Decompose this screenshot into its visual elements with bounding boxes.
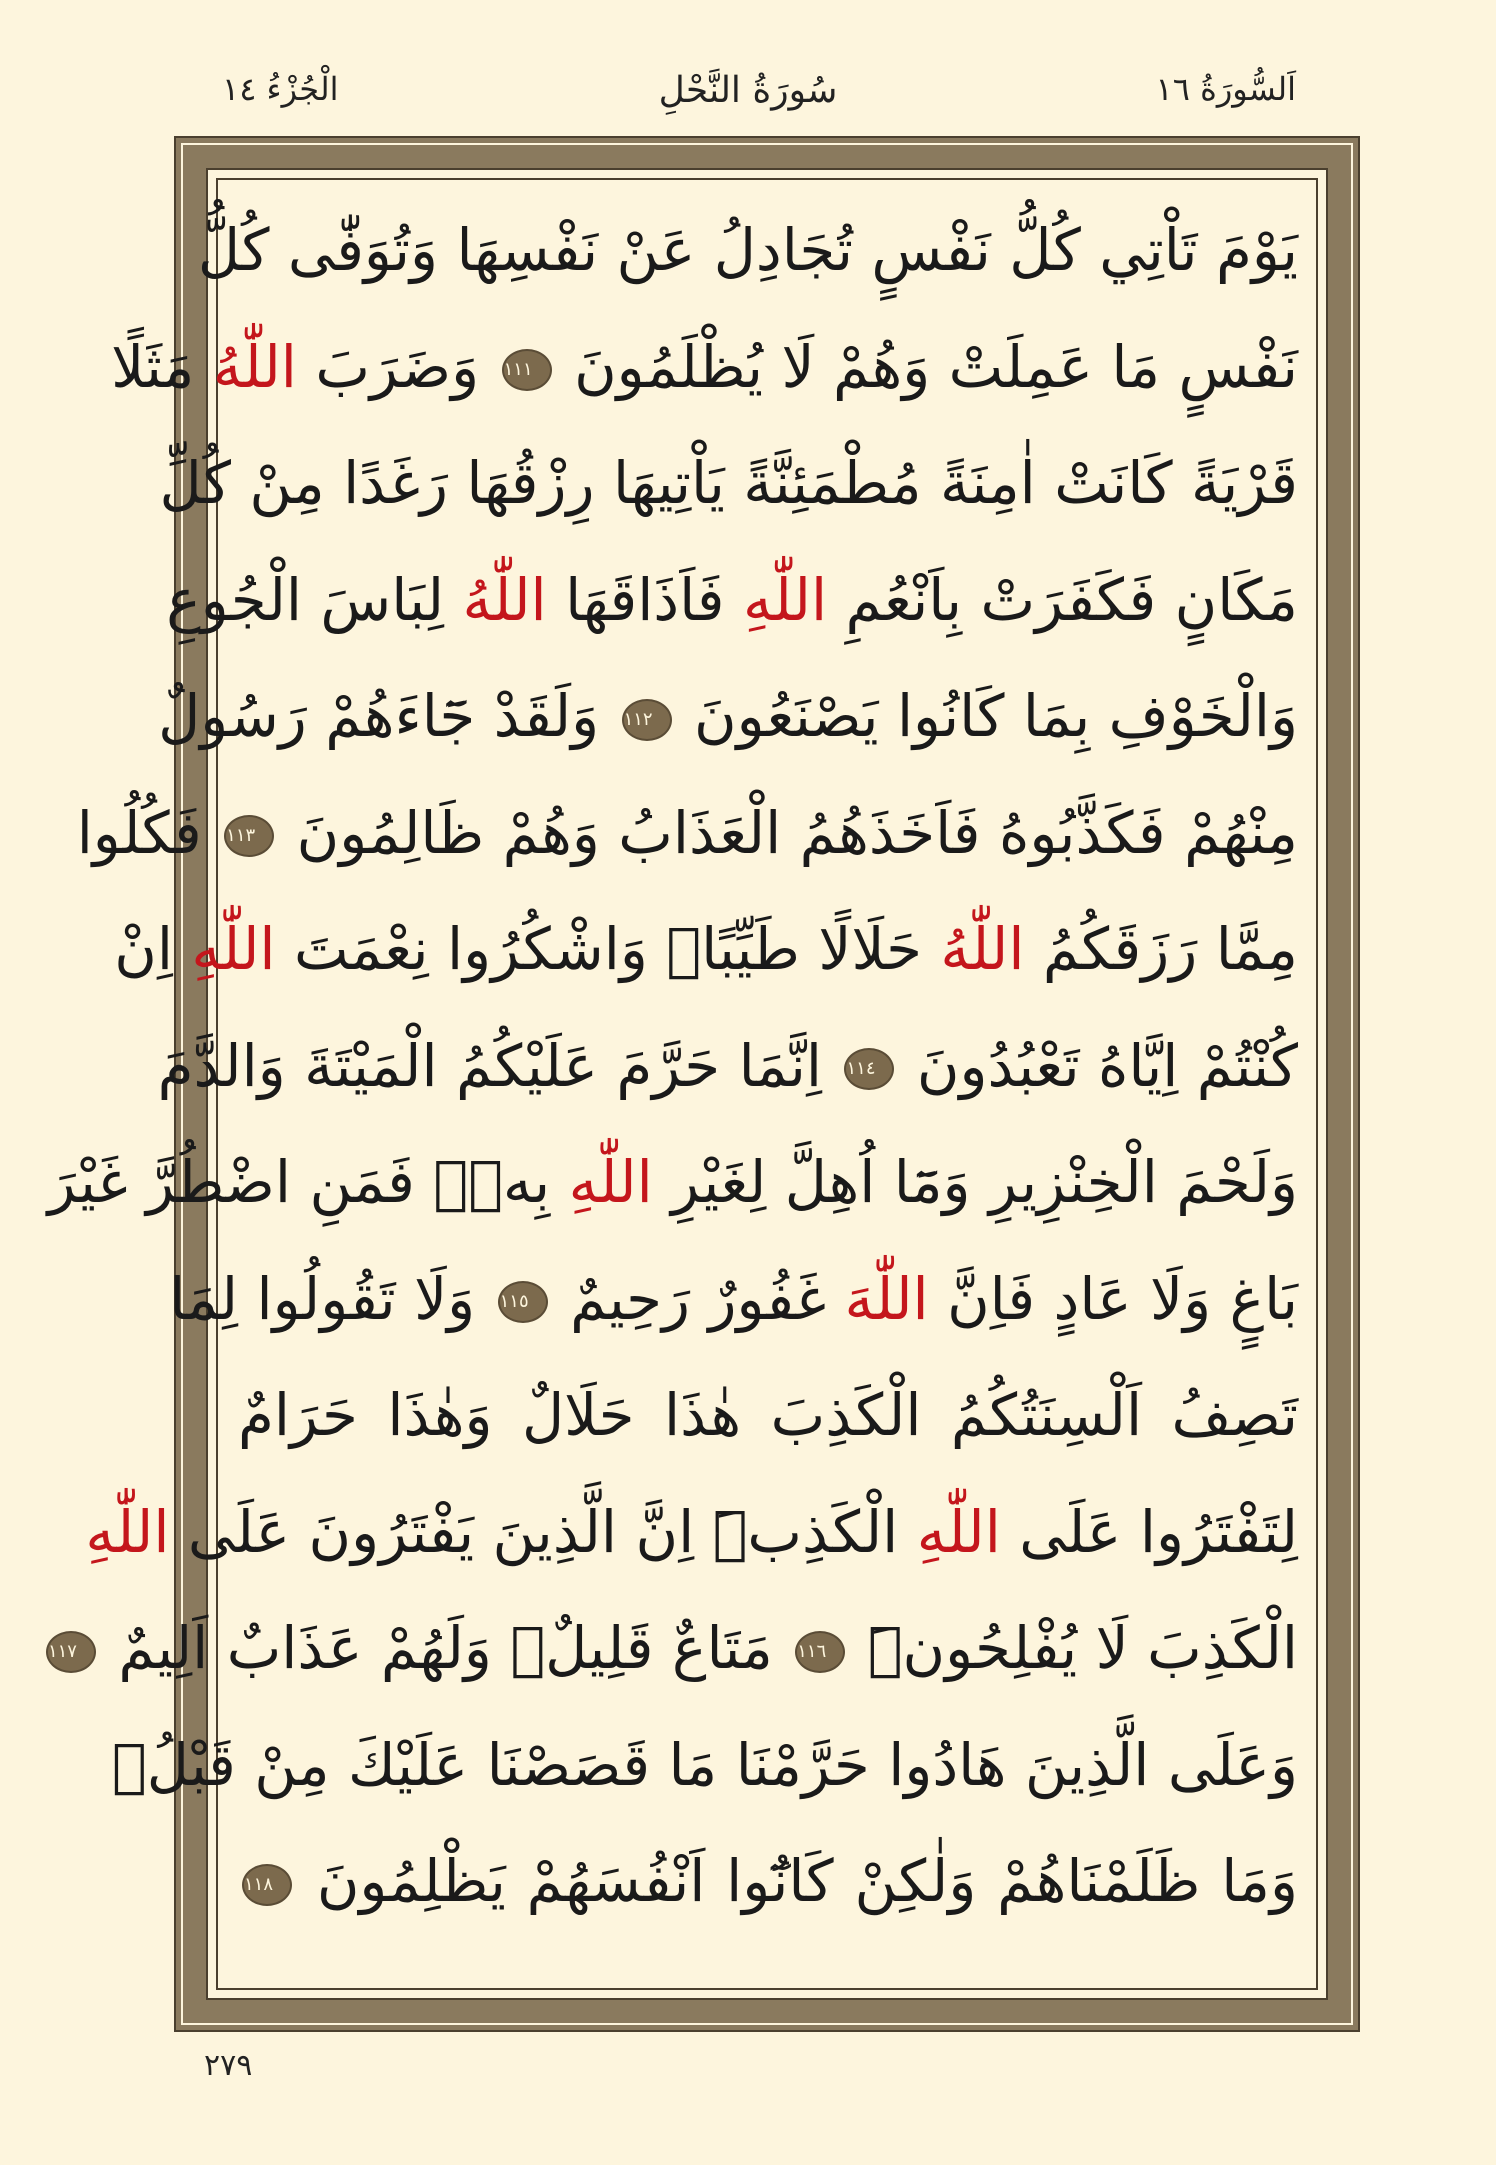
- verse-text: تَصِفُ اَلْسِنَتُكُمُ الْكَذِبَ هٰذَا حَلَالٌ وَهٰذَا حَرَامٌ: [238, 1381, 1298, 1449]
- verse-text: حَلَالًا طَيِّبًاۖ وَاشْكُرُوا نِعْمَتَ: [293, 915, 922, 983]
- verse-text: مِنْهُمْ فَكَذَّبُوهُ فَاَخَذَهُمُ الْعَذَابُ وَهُمْ ظَالِمُونَ: [296, 798, 1298, 867]
- divine-name-text: اللّٰهَ: [844, 1264, 929, 1333]
- divine-name-text: اللّٰهِ: [191, 915, 276, 983]
- text-line: [157, 1016, 1298, 1116]
- ayah-number-marker: ١١٤: [846, 1050, 892, 1088]
- text-line: [166, 550, 1298, 650]
- verse-text: بَاغٍ وَلَا عَادٍ فَاِنَّ: [947, 1264, 1298, 1333]
- verse-text: الْكَذِبَ لَا يُفْلِحُونَۜ: [867, 1614, 1298, 1682]
- divine-name-text: اللّٰهِ: [916, 1497, 1001, 1566]
- verse-text: الْكَذِبَۜ اِنَّ الَّذِينَ يَفْتَرُونَ عَلَى: [187, 1497, 899, 1566]
- verse-text: يَوْمَ تَاْتِي كُلُّ نَفْسٍ تُجَادِلُ عَنْ نَفْسِهَا وَتُوَفّٰى كُلُّ: [197, 216, 1298, 284]
- text-line: [76, 783, 1298, 883]
- page-header: [0, 60, 1496, 120]
- verse-text: وَلَا تَقُولُوا لِمَا: [169, 1264, 476, 1333]
- text-line: [111, 317, 1298, 417]
- surah-title: سُورَةُ النَّحْلِ: [658, 70, 838, 111]
- verse-text: قَرْيَةً كَانَتْ اٰمِنَةً مُطْمَئِنَّةً يَاْتِيهَا رِزْقُهَا رَغَدًا مِنْ كُلِّ: [159, 449, 1298, 517]
- verse-text: اِنَّمَا حَرَّمَ عَلَيْكُمُ الْمَيْتَةَ وَالدَّمَ: [157, 1031, 823, 1100]
- text-line: [47, 1132, 1298, 1232]
- text-line: [47, 1598, 1298, 1698]
- juz-label: الْجُزْءُ ١٤: [222, 70, 339, 108]
- text-line: [169, 1249, 1298, 1349]
- text-line: [85, 1482, 1298, 1582]
- verse-text: نَفْسٍ مَا عَمِلَتْ وَهُمْ لَا يُظْلَمُونَ: [574, 332, 1298, 401]
- verse-text: مَتَاعٌ قَلِيلٌۖ وَلَهُمْ عَذَابٌ اَلِيمٌ: [118, 1614, 773, 1682]
- text-line: [159, 433, 1298, 533]
- verse-text: وَلَقَدْ جَٓاءَهُمْ رَسُولٌ: [158, 682, 600, 750]
- text-line: [111, 1715, 1298, 1815]
- verse-text: بِهٖۚ فَمَنِ اضْطُرَّ غَيْرَ: [47, 1148, 551, 1216]
- ayah-number-marker: ١١٦: [797, 1633, 843, 1671]
- ayah-number-marker: ١١٥: [500, 1283, 546, 1321]
- divine-name-text: اللّٰهِ: [742, 565, 828, 634]
- ayah-number-marker: ١١٨: [244, 1866, 290, 1904]
- quran-text-body: [47, 200, 1299, 1950]
- ayah-number-marker: ١١٣: [226, 817, 272, 855]
- divine-name-text: اللّٰهِ: [568, 1148, 653, 1216]
- surah-number-label: اَلسُّورَةُ ١٦: [1155, 70, 1296, 108]
- page-number: ٢٧٩: [204, 2048, 253, 2083]
- verse-text: لِتَفْتَرُوا عَلَى: [1019, 1497, 1298, 1566]
- text-line: [158, 666, 1298, 766]
- text-line: [114, 899, 1298, 999]
- verse-text: وَلَحْمَ الْخِنْزِيرِ وَمَٓا اُهِلَّ لِغَيْرِ: [671, 1148, 1298, 1216]
- verse-text: اِنْ: [114, 915, 173, 983]
- verse-text: مَكَانٍ فَكَفَرَتْ بِاَنْعُمِ: [845, 565, 1298, 634]
- verse-text: كُنْتُمْ اِيَّاهُ تَعْبُدُونَ: [916, 1031, 1298, 1100]
- text-line: [238, 1831, 1298, 1931]
- ayah-number-marker: ١١١: [504, 351, 550, 389]
- verse-text: غَفُورٌ رَحِيمٌ: [570, 1264, 827, 1333]
- verse-text: مَثَلًا: [111, 332, 195, 401]
- verse-text: وَالْخَوْفِ بِمَا كَانُوا يَصْنَعُونَ: [694, 682, 1298, 750]
- ayah-number-marker: ١١٧: [48, 1633, 94, 1671]
- verse-text: وَمَا ظَلَمْنَاهُمْ وَلٰكِنْ كَانُٓوا اَنْفُسَهُمْ يَظْلِمُونَ: [316, 1847, 1299, 1915]
- text-line: [238, 1365, 1298, 1465]
- verse-text: وَضَرَبَ: [315, 332, 480, 401]
- verse-text: فَاَذَاقَهَا: [565, 565, 725, 634]
- divine-name-text: اللّٰهِ: [85, 1497, 170, 1566]
- verse-text: لِبَاسَ الْجُوعِ: [166, 565, 445, 634]
- verse-text: مِمَّا رَزَقَكُمُ: [1042, 915, 1298, 983]
- divine-name-text: اللّٰهُ: [940, 915, 1025, 983]
- ayah-number-marker: ١١٢: [624, 701, 670, 739]
- text-line: [197, 200, 1298, 300]
- verse-text: وَعَلَى الَّذِينَ هَادُوا حَرَّمْنَا مَا قَصَصْنَا عَلَيْكَ مِنْ قَبْلُۚ: [111, 1730, 1298, 1799]
- divine-name-text: اللّٰهُ: [462, 565, 547, 634]
- divine-name-text: اللّٰهُ: [212, 332, 297, 401]
- verse-text: فَكُلُوا: [76, 798, 202, 867]
